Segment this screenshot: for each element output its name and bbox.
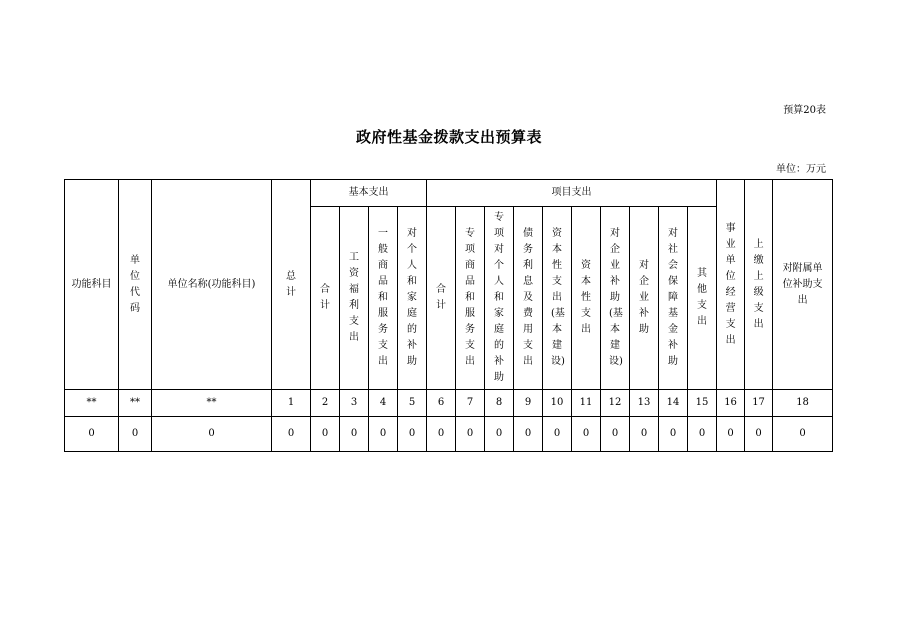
header-affiliated: 对附属单位补助支出 (773, 180, 833, 390)
index-row (65, 390, 833, 417)
form-number: 预算20表 (783, 105, 826, 116)
data-cell: 0 (659, 417, 688, 452)
header-unit-code: 单位代码 (119, 180, 152, 390)
table-row (65, 417, 833, 452)
data-cell: 0 (427, 417, 456, 452)
index-cell: 17 (745, 390, 773, 417)
header-group-basic: 基本支出 (311, 180, 427, 207)
header-project-col: 债务利息及费用支出 (514, 207, 543, 390)
data-cell: 0 (688, 417, 717, 452)
index-cell: 7 (456, 390, 485, 417)
index-cell: 14 (659, 390, 688, 417)
data-cell: 0 (398, 417, 427, 452)
index-cell: 18 (773, 390, 833, 417)
header-total: 总计 (272, 180, 311, 390)
header-project-col: 专项商品和服务支出 (456, 207, 485, 390)
data-cell: 0 (272, 417, 311, 452)
data-cell: 0 (543, 417, 572, 452)
page-title: 政府性基金拨款支出预算表 (355, 128, 542, 146)
header-business-unit: 事业单位经营支出 (717, 180, 745, 390)
data-cell: 0 (340, 417, 369, 452)
index-cell: 2 (311, 390, 340, 417)
index-cell: ** (65, 390, 119, 417)
header-basic-col: 工资福利支出 (340, 207, 369, 390)
index-cell: 12 (601, 390, 630, 417)
unit-label: 单位：万元 (776, 164, 826, 175)
data-cell: 0 (152, 417, 272, 452)
header-basic-col: 合计 (311, 207, 340, 390)
header-function-subject: 功能科目 (65, 180, 119, 390)
data-cell: 0 (311, 417, 340, 452)
index-cell: ** (152, 390, 272, 417)
data-cell: 0 (572, 417, 601, 452)
index-cell: 16 (717, 390, 745, 417)
header-project-col: 对社会保障基金补助 (659, 207, 688, 390)
index-cell: 9 (514, 390, 543, 417)
index-cell: 1 (272, 390, 311, 417)
index-cell: 8 (485, 390, 514, 417)
data-cell: 0 (745, 417, 773, 452)
header-project-col: 合计 (427, 207, 456, 390)
data-cell: 0 (601, 417, 630, 452)
data-cell: 0 (65, 417, 119, 452)
index-cell: 3 (340, 390, 369, 417)
data-cell: 0 (485, 417, 514, 452)
index-cell: 15 (688, 390, 717, 417)
header-basic-col: 一般商品和服务支出 (369, 207, 398, 390)
index-cell: 13 (630, 390, 659, 417)
index-cell: 11 (572, 390, 601, 417)
budget-table (64, 179, 833, 452)
data-cell: 0 (119, 417, 152, 452)
data-cell: 0 (630, 417, 659, 452)
header-project-col: 对企业补助 (630, 207, 659, 390)
header-project-col: 其他支出 (688, 207, 717, 390)
data-cell: 0 (514, 417, 543, 452)
data-cell: 0 (369, 417, 398, 452)
header-project-col: 对企业补助(基本建设) (601, 207, 630, 390)
header-project-col: 资本性支出(基本建设) (543, 207, 572, 390)
header-group-project: 项目支出 (427, 180, 717, 207)
header-superior: 上缴上级支出 (745, 180, 773, 390)
header-project-col: 资本性支出 (572, 207, 601, 390)
index-cell: ** (119, 390, 152, 417)
index-cell: 4 (369, 390, 398, 417)
index-cell: 6 (427, 390, 456, 417)
header-unit-name: 单位名称(功能科目) (152, 180, 272, 390)
index-cell: 5 (398, 390, 427, 417)
header-basic-col: 对个人和家庭的补助 (398, 207, 427, 390)
index-cell: 10 (543, 390, 572, 417)
header-project-col: 专项对个人和家庭的补助 (485, 207, 514, 390)
data-cell: 0 (456, 417, 485, 452)
data-cell: 0 (773, 417, 833, 452)
data-cell: 0 (717, 417, 745, 452)
